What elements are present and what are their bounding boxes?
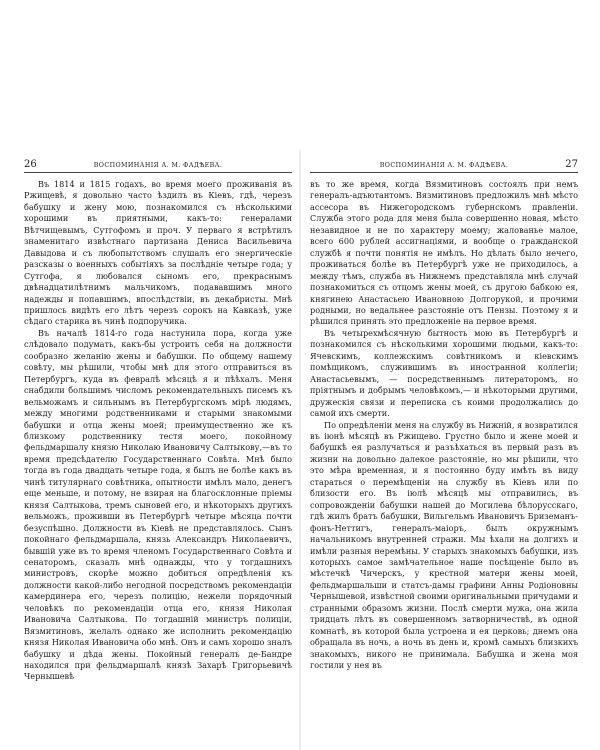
left-running-title: ВОСПОМИНАНІЯ А. М. ФАДѢЕВА. [93, 162, 223, 169]
right-running-title: ВОСПОМИНАНІЯ А. М. ФАДѢЕВА. [379, 162, 509, 169]
book-gutter [299, 150, 301, 750]
left-page [24, 158, 292, 750]
right-running-head [310, 158, 578, 173]
right-page [310, 158, 578, 750]
left-paragraph-1: Въ 1814 и 1815 годахъ, во время моего проживанія въ Ржищевѣ, я довольно часто ѣздилъ въ Кіевъ, гдѣ, черезъ бабушку и жену мою, познакомился съ нѣсколькими хорошими въ приятными, какъ-то: генералами Вѣтчищевымъ, Сутгофомъ и проч. У перваго я встрѣтилъ знаменитаго извѣстнаго партизана Дениса Васильевича Давыдова и съ любопытствомъ слушалъ его энергическіе разсказы о военныхъ событіяхъ за послѣдніе четыре года; у Сутгофа, я любовался сыномъ его, прекраснымъ двѣнадцатилѣтнимъ мальчикомъ, подававшимъ много надежды и попавшимъ, впослѣдствіи, въ декабристы. Мнѣ пришлось видѣть его лѣтъ черезъ сорокъ на Кавказѣ, уже сѣдаго старика въ чинѣ подпоручика. [24, 179, 292, 327]
right-body-text [310, 179, 578, 671]
right-paragraph-2: Въ четырехмѣсячную бытность мою въ Петербургѣ и познакомился съ нѣсколькими хорошими людьми, какъ-то: Ячевскимъ, коллежскимъ совѣтникомъ и кіевскимъ помѣщикомъ, служившимъ въ иностранной коллегіи; Анастасьевымъ, — посредственнымъ литераторомъ, но пріятнымъ и добрымъ человѣкомъ,— и нѣкоторыми другими, дружескія связи и переписка съ коими продолжались до самой ихъ смерти. [310, 327, 578, 419]
left-running-head [24, 158, 292, 173]
right-paragraph-3: По опредѣленіи меня на службу въ Нижній, я возвратился въ іюнѣ мѣсяцѣ въ Ржищево. Грустно было и жене моей и бабушкѣ ея разлучаться и разъѣхаться въ первый разъ въ жизни на довольно далекое разстояніе, но мы рѣшили, что это мѣра временная, и я постоянно буду имѣть въ виду стараться о перемѣщеніи на службу въ Кіевъ или по близости его. Въ іюлѣ мѣсяцѣ мы отправились, въ сопровожденіи бабушки нашей до Могилева бѣлорусскаго, гдѣ жилъ братъ бабушки, Вильгельмъ Ивановичъ Бриземанъ-фонъ-Неттигъ, генералъ-маіоръ, былъ окружнымъ начальникомъ внутренней стражи. Мы ѣхали на долгихъ и имѣли разныя неремѣны. У старыхъ знакомыхъ бабушки, изъ которыхъ самое замѣчательное наше посѣщеніе было въ мѣстечкѣ Чичерскъ, у крестной матери жены моей, фельдмаршальши и статсъ-дамы графини Анны Родіоновны Чернышевой, извѣстной своими оригинальными причудами и странными образомъ жизни. Послѣ смерти мужа, она жила тридцать лѣтъ въ совершенномъ затворничествѣ, въ одной комнатѣ, въ которой была устроена и ея церковь; днемъ она обращала въ ночь, а ночь въ день и, кромѣ самыхъ близкихъ знакомыхъ, никого не принимала. Бабушка и жена моя гостили у нея въ [310, 419, 578, 671]
left-paragraph-2: Въ началѣ 1814-го года настунила пора, когда уже слѣдовало подумать, какъ-бы устроить себя на должности сообразно желанію жены и бабушки. По общему нашему совѣту, мы рѣшили, чтобы мнѣ для этого отправиться въ Петербургъ, куда въ февралѣ мѣсяцѣ я и пѣѣхалъ. Меня снабдили большимъ числомъ рекомендательныхъ писемъ къ вельможамъ и сильнымъ въ Петербургскомъ мірѣ людямъ, между многими родственниками и старыми знакомыми бабушки и отца жены моей; преимущественно же къ близкому родственнику тестя моего, покойному фельдмаршалу князю Николаю Ивановичу Салтыкову,—въ то время предсѣдателю Государственнаго Совѣта. Мнѣ было тогда въ года двадцать четыре года, я былъ не болѣе какъ въ чинѣ титулярнаго совѣтника, опытности имѣлъ мало, денегъ еще меньше, и потому, не взирая на благосклонные пріемы князя Салтыкова, тремъ сыновей его, и нѣкоторыхъ другихъ вельможъ, проживши въ Петербургѣ четыре мѣсяца почти безуспѣшно. Должности въ Кіевѣ не представлялось. Сынъ покойнаго фельдмаршала, князь Александръ Николаевичъ, бывшій уже въ то время членомъ Государственнаго Совѣта и сенаторомъ, сказалъ мнѣ однажды, что у тогдашнихъ министровъ, скорѣе можно добиться опредѣленія къ должности какой-либо негодной посредствомъ рекомендаціи камердинера его, черезъ полицію, нежели порядочный человѣкъ по рекомендаціи отца его, князя Николая Ивановича Салтыкова. По тогдашній министръ полиціи, Вязмитиновъ, желалъ однако же исполнить рекомендацію князя Николая Ивановича обо мнѣ. Онъ и самъ хорошо зналъ бабушку и дѣда жены. Покойный генералъ де-Бандре находился при фельдмаршалѣ князѣ Захарѣ Григорьевичѣ Чернышевѣ [24, 327, 292, 682]
right-paragraph-1: въ то же время, когда Вязмитиновъ состоялъ при немъ генералъ-адъютантомъ. Вязмитиновъ предложилъ мнѣ мѣсто ассесора въ Нижегородскомъ губернскомъ правленіи. Служба этого рода для меня была совершенно новая, мѣсто незавидное и не по характеру моему; жалованье малое, всего 600 рублей ассигнаціями, и вообще о гражданской службѣ я почти понятія не имѣлъ. Но дѣлать было нечего, проживаться болѣе въ Петербургѣ уже не приходилось, а между тѣмъ, служба въ Нижнемъ представляла мнѣ случай познакомиться съ отцомъ жены моей, съ другою бабкою ея, княгинею Анастасьею Ивановною Долгорукой, и прочими родными, но ведальнее разстояніе отъ Пензы. Поэтому я и рѣшился принять это предложеніе на первое время. [310, 179, 578, 327]
right-page-number: 27 [565, 159, 578, 170]
left-page-number: 26 [24, 159, 37, 170]
left-body-text [24, 179, 292, 683]
